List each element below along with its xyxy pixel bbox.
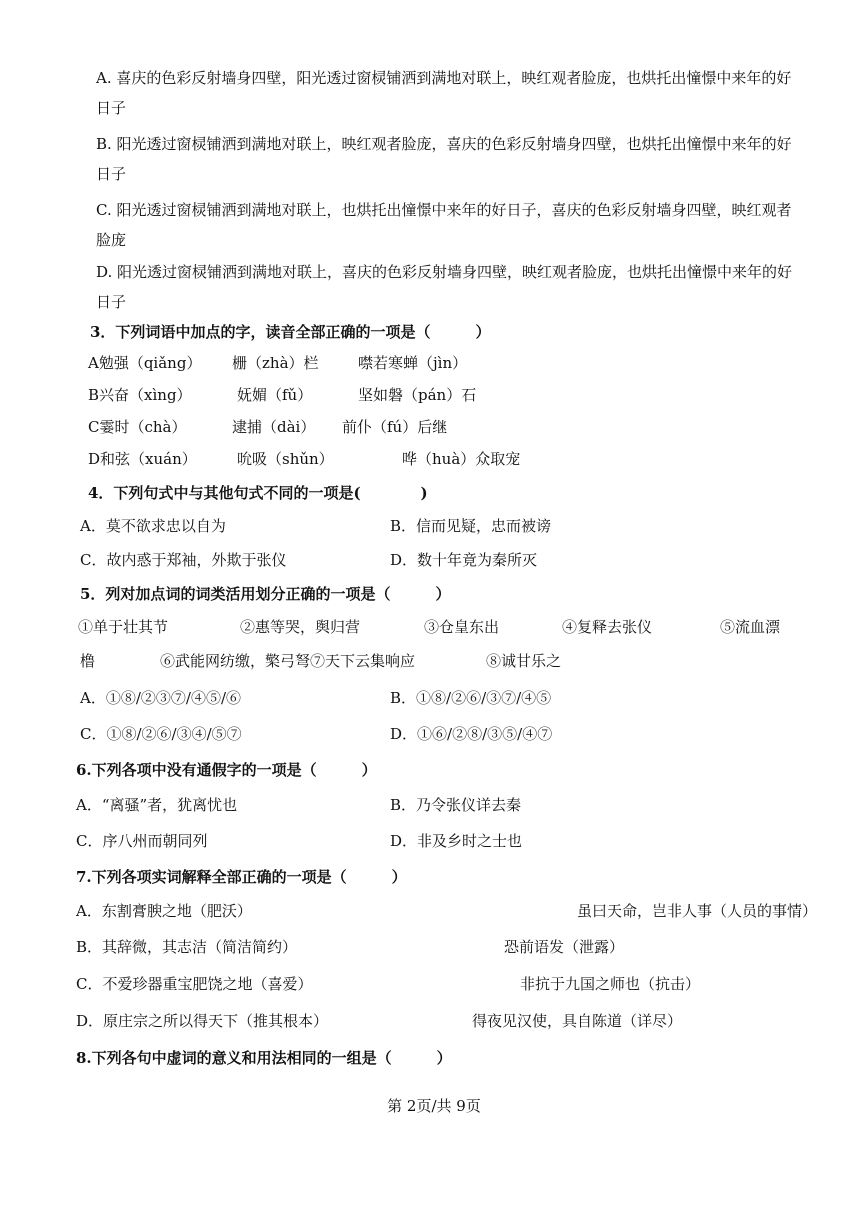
q3-b-word1: B兴奋（xìng）	[88, 386, 192, 404]
q7-option-d-part1: D．原庄宗之所以得天下（推其根本）	[76, 1012, 329, 1030]
q5-item-8: ⑧诚甘乐之	[486, 652, 562, 670]
q5-option-a: A．①⑧/②③⑦/④⑤/⑥	[80, 689, 241, 707]
q3-c-word1: C霎时（chà）	[88, 418, 187, 436]
q7-option-b-part1: B．其辞微，其志洁（简洁简约）	[76, 938, 298, 956]
q5-item-6-7: ⑥武能网纺缴，檠弓弩⑦天下云集响应	[160, 652, 416, 670]
q7-option-a-part1: A．东割膏腴之地（肥沃）	[76, 902, 252, 920]
q3-d-word1: D和弦（xuán）	[88, 450, 197, 468]
q2-option-b-line1: B. 阳光透过窗棂铺洒到满地对联上，映红观者脸庞，喜庆的色彩反射墙身四壁，也烘托出憧憬中来年的好	[96, 135, 792, 153]
q6-option-b: B．乃令张仪详去秦	[390, 796, 522, 814]
q5-item-5: ⑤流血漂	[720, 618, 781, 636]
q4-option-c: C．故内惑于郑袖，外欺于张仪	[80, 551, 287, 569]
q7-stem: 7.下列各项实词解释全部正确的一项是（ ）	[76, 868, 407, 886]
q3-a-word3: 噤若寒蝉（jìn）	[358, 354, 468, 372]
q5-option-d: D．①⑥/②⑧/③⑤/④⑦	[390, 725, 553, 743]
q5-option-b: B．①⑧/②⑥/③⑦/④⑤	[390, 689, 552, 707]
q5-item-2: ②惠等哭，舆归营	[240, 618, 361, 636]
q4-option-a: A．莫不欲求忠以自为	[80, 517, 226, 535]
q3-d-word3: 哗（huà）众取宠	[402, 450, 521, 468]
q5-item-3: ③仓皇东出	[424, 618, 500, 636]
q7-option-d-part2: 得夜见汉使，具自陈道（详尽）	[472, 1012, 683, 1030]
q2-option-b-line2: 日子	[96, 165, 127, 183]
q6-option-d: D．非及乡时之士也	[390, 832, 523, 850]
q5-item-5-cont: 橹	[80, 652, 96, 670]
q7-option-b-part2: 恐前语发（泄露）	[504, 938, 625, 956]
q3-b-word2: 妩媚（fǔ）	[237, 386, 313, 404]
q3-c-word3: 前仆（fú）后继	[342, 418, 448, 436]
q6-stem: 6.下列各项中没有通假字的一项是（ ）	[76, 761, 377, 779]
q3-c-word2: 逮捕（dài）	[232, 418, 316, 436]
q2-option-d-line1: D. 阳光透过窗棂铺洒到满地对联上，喜庆的色彩反射墙身四壁，映红观者脸庞，也烘托出憧憬中来年的好	[96, 263, 793, 281]
q7-option-c-part2: 非抗于九国之师也（抗击）	[520, 975, 701, 993]
q8-stem: 8.下列各句中虚词的意义和用法相同的一组是（ ）	[76, 1049, 452, 1067]
q2-option-c-line2: 脸庞	[96, 231, 127, 249]
q7-option-c-part1: C．不爱珍器重宝肥饶之地（喜爱）	[76, 975, 313, 993]
q3-stem: 3．下列词语中加点的字，读音全部正确的一项是（ ）	[90, 323, 491, 341]
q2-option-a-line1: A. 喜庆的色彩反射墙身四壁，阳光透过窗棂铺洒到满地对联上，映红观者脸庞，也烘托出憧憬中来年的好	[96, 69, 792, 87]
q5-item-4: ④复释去张仪	[562, 618, 653, 636]
page-footer: 第 2页/共 9页	[387, 1097, 481, 1115]
q4-stem: 4．下列句式中与其他句式不同的一项是( )	[88, 484, 428, 502]
q2-option-c-line1: C. 阳光透过窗棂铺洒到满地对联上，也烘托出憧憬中来年的好日子，喜庆的色彩反射墙身四壁，映红观者	[96, 201, 792, 219]
q7-option-a-part2: 虽曰天命，岂非人事（人员的事情）	[577, 902, 818, 920]
q4-option-b: B．信而见疑，忠而被谤	[390, 517, 552, 535]
q6-option-c: C．序八州而朝同列	[76, 832, 208, 850]
q5-stem: 5．列对加点词的词类活用划分正确的一项是（ ）	[80, 585, 451, 603]
q3-a-word2: 栅（zhà）栏	[232, 354, 319, 372]
q3-a-word1: A勉强（qiǎng）	[88, 354, 202, 372]
q5-item-1: ①单于壮其节	[78, 618, 169, 636]
q5-option-c: C．①⑧/②⑥/③④/⑤⑦	[80, 725, 242, 743]
q3-b-word3: 坚如磐（pán）石	[358, 386, 477, 404]
q3-d-word2: 吮吸（shǔn）	[237, 450, 334, 468]
q2-option-d-line2: 日子	[96, 293, 127, 311]
q2-option-a-line2: 日子	[96, 99, 127, 117]
q4-option-d: D．数十年竟为秦所灭	[390, 551, 538, 569]
q6-option-a: A．“离骚”者，犹离忧也	[76, 796, 238, 814]
